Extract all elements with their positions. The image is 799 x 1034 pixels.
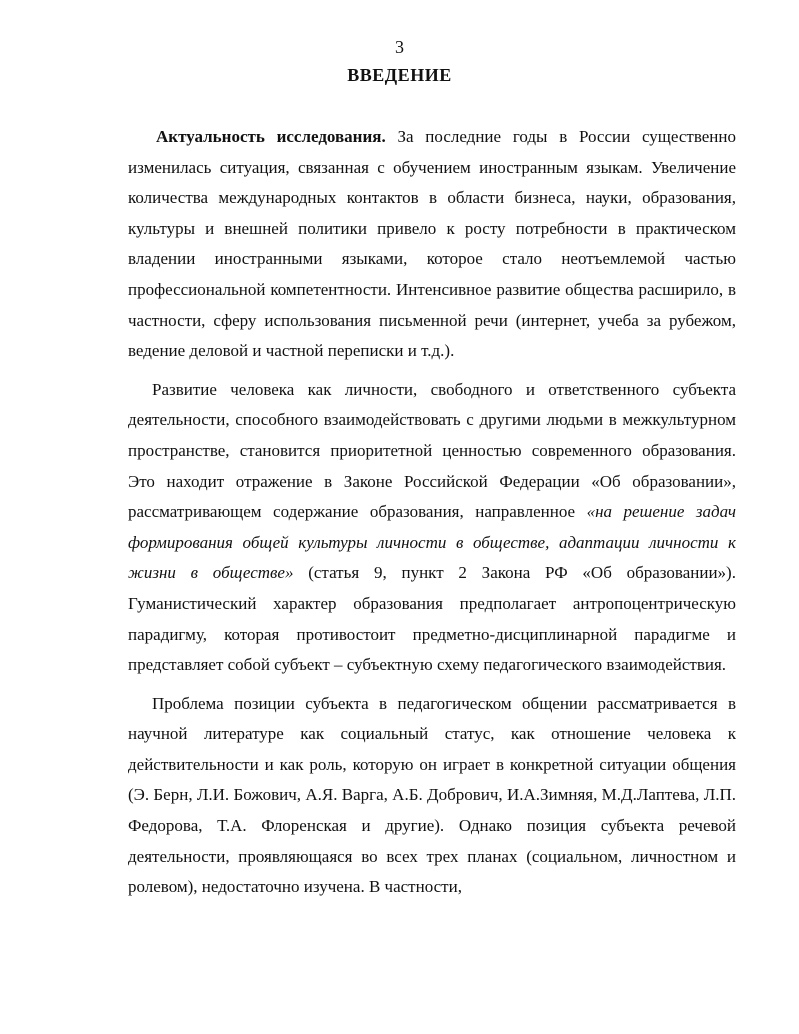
paragraph-development bbox=[128, 375, 736, 681]
problem-text: Проблема позиции субъекта в педагогическом общении рассматривается в научной литературе как социальный статус, как отношение человека к действительности и как роль, которую он играет в конкретной ситуации общения (Э. Берн, Л.И. Божович, А.Я. Варга, А.Б. Добрович, И.А.Зимняя, М.Д.Лаптева, Л.П. Федорова, Т.А. Флоренская и другие). Однако позиция субъекта речевой деятельности, проявляющаяся во всех трех планах (социальном, личностном и ролевом), недостаточно изучена. В частности, bbox=[128, 693, 736, 897]
paragraph-problem bbox=[128, 689, 736, 903]
relevance-text: За последние годы в России существенно изменилась ситуация, связанная с обучением иностранным языкам. Увеличение количества международных контактов в области бизнеса, науки, образования, культуры и внешней политики привело к росту потребности в практическом владении иностранными языками, которое стало неотъемлемой частью профессиональной компетентности. Интенсивное развитие общества расширило, в частности, сферу использования письменной речи (интернет, учеба за рубежом, ведение деловой и частной переписки и т.д.). bbox=[128, 127, 736, 361]
law-quote: «на решение задач формирования общей культуры личности в обществе, адаптации личности к жизни в обществе» bbox=[128, 502, 736, 583]
relevance-lead: Актуальность исследования. bbox=[156, 127, 386, 146]
paragraph-relevance bbox=[128, 122, 736, 367]
page-number: 3 bbox=[395, 37, 404, 57]
development-text-after: (статья 9, пункт 2 Закона РФ «Об образовании»). Гуманистический характер образования предполагает антропоцентрическую парадигму, которая противостоит предметно-дисциплинарной парадигме и представляет собой субъект – субъектную схему педагогического взаимодействия. bbox=[128, 563, 736, 675]
development-text-before: Развитие человека как личности, свободного и ответственного субъекта деятельности, способного взаимодействовать с другими людьми в межкультурном пространстве, становится приоритетной ценностью современного образования. Это находит отражение в Законе Российской Федерации «Об образовании», рассматривающем содержание образования, направленное bbox=[128, 379, 736, 522]
body-text bbox=[128, 122, 736, 911]
section-heading: ВВЕДЕНИЕ bbox=[347, 65, 452, 85]
